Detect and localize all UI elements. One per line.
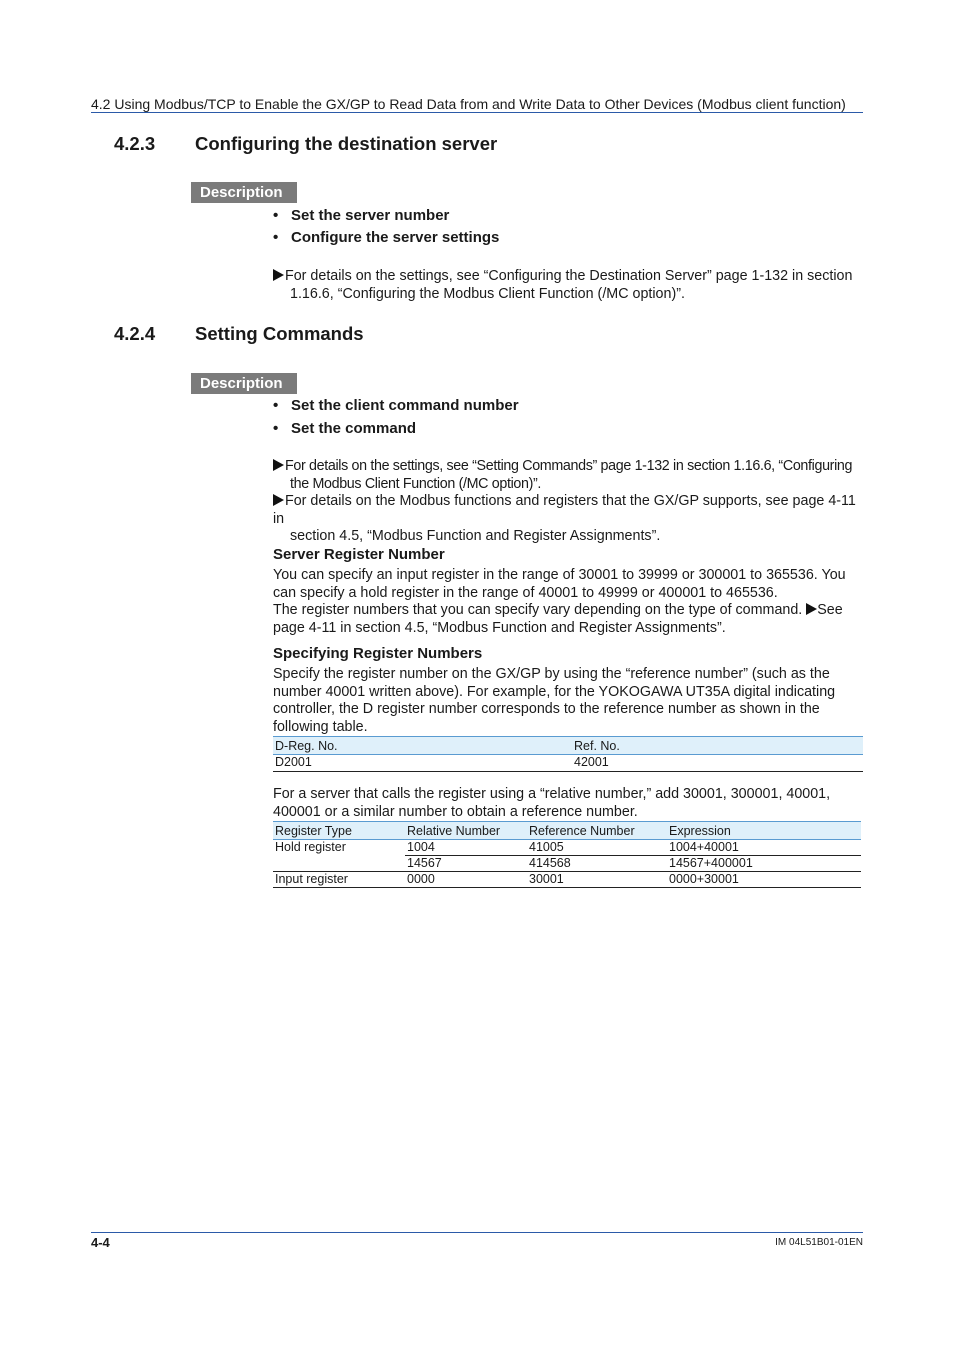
table-cell: 0000 <box>405 872 527 888</box>
footer-rule <box>91 1232 863 1233</box>
section-title-423: Configuring the destination server <box>195 133 498 154</box>
table-header-row <box>273 822 861 840</box>
table-header: Ref. No. <box>572 737 863 755</box>
page-number: 4-4 <box>91 1235 110 1250</box>
description-tag-424: Description <box>191 373 297 394</box>
subheading-specifying-register: Specifying Register Numbers <box>273 645 483 662</box>
table-cell: 30001 <box>527 872 667 888</box>
table-cell: 14567 <box>405 856 527 872</box>
table-cell: 0000+30001 <box>667 872 861 888</box>
table-header: Expression <box>667 822 861 840</box>
table-header: Register Type <box>273 822 405 840</box>
reference-note: For details on the settings, see “Configuring the Destination Server” page 1-132 in section 1.16.6, “Configuring the Modbus Client Function (/MC option)”. <box>273 268 865 303</box>
table-row <box>273 872 861 888</box>
table-header: D-Reg. No. <box>273 737 572 755</box>
header-rule <box>91 112 863 113</box>
paragraph: For a server that calls the register using a “relative number,” add 30001, 300001, 40001, 400001 or a similar number to obtain a reference number. <box>273 786 831 820</box>
arrow-icon <box>273 494 284 506</box>
relative-number-table <box>273 821 861 888</box>
section-number-424: 4.2.4 <box>114 323 156 344</box>
table-cell: 42001 <box>572 755 863 772</box>
dreg-table <box>273 736 863 772</box>
running-header: 4.2 Using Modbus/TCP to Enable the GX/GP to Read Data from and Write Data to Other Devices (Modbus client function) <box>91 96 846 112</box>
table-cell: 1004+40001 <box>667 840 861 856</box>
table-cell: D2001 <box>273 755 572 772</box>
table-header-row <box>273 737 863 755</box>
section-number-423: 4.2.3 <box>114 133 156 154</box>
arrow-icon <box>273 459 284 471</box>
reference-note: For details on the Modbus functions and registers that the GX/GP supports, see page 4-11 in section 4.5, “Modbus Function and Register Assignments”. <box>273 493 856 544</box>
subheading-server-register: Server Register Number <box>273 546 445 563</box>
bullet-item: • Configure the server settings <box>273 229 500 246</box>
arrow-icon <box>806 603 817 615</box>
table-cell: 14567+400001 <box>667 856 861 872</box>
document-id: IM 04L51B01-01EN <box>775 1237 863 1248</box>
bullet-item: • Set the command <box>273 420 417 437</box>
bullet-item: • Set the client command number <box>273 397 519 414</box>
section-title-424: Setting Commands <box>195 323 364 344</box>
table-cell: 1004 <box>405 840 527 856</box>
table-header: Relative Number <box>405 822 527 840</box>
arrow-icon <box>273 269 284 281</box>
table-cell: Input register <box>273 872 405 888</box>
table-header: Reference Number <box>527 822 667 840</box>
paragraph: You can specify an input register in the range of 30001 to 39999 or 300001 to 365536. You can specify a hold register in the range of 40001 to 49999 or 400001 to 465536. The register numbers that you can specify vary depending on the type of command. See page 4-11 in section 4.5, “Modbus Function and Register Assignments”. <box>273 567 846 636</box>
table-row <box>273 755 863 772</box>
table-cell: 41005 <box>527 840 667 856</box>
bullet-item: • Set the server number <box>273 207 450 224</box>
table-cell <box>273 856 405 872</box>
reference-note: For details on the settings, see “Setting Commands” page 1-132 in section 1.16.6, “Configuring the Modbus Client Function (/MC option)”. <box>273 458 865 493</box>
description-tag-423: Description <box>191 182 297 203</box>
table-row <box>273 856 861 872</box>
table-cell: Hold register <box>275 840 346 854</box>
paragraph: Specify the register number on the GX/GP by using the “reference number” (such as the number 40001 written above). For example, for the YOKOGAWA UT35A digital indicating controller, the D register number corresponds to the reference number as shown in the following table. <box>273 666 836 735</box>
table-row <box>273 840 861 856</box>
table-cell: 414568 <box>527 856 667 872</box>
